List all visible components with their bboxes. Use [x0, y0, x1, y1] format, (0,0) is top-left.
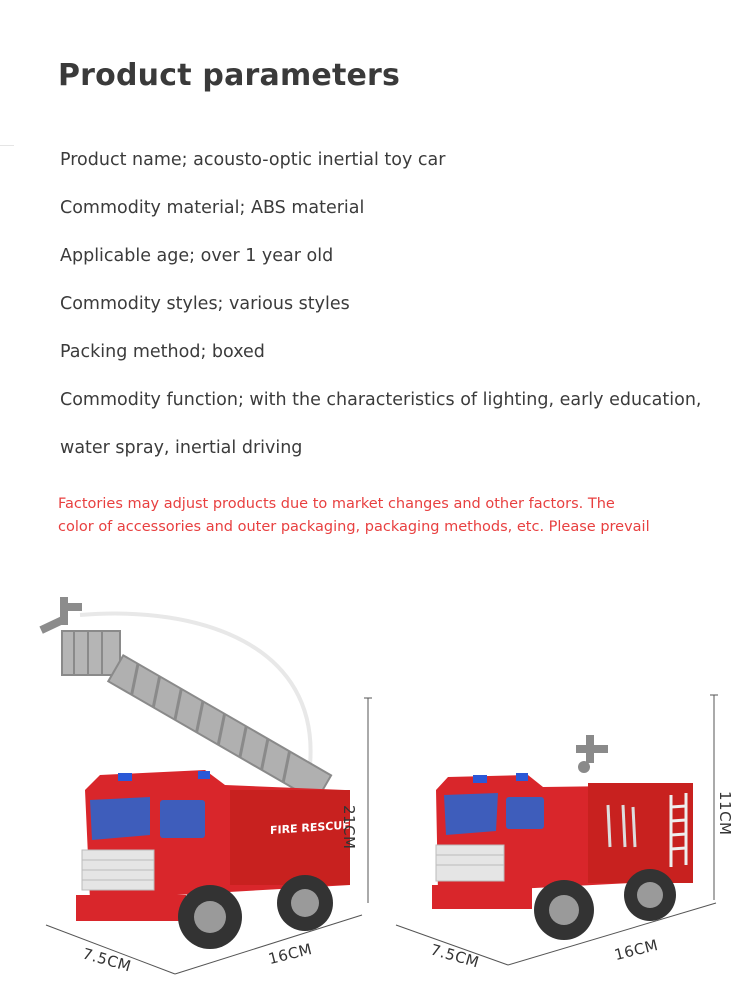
- param-styles: Commodity styles; various styles: [60, 294, 350, 314]
- truck1-length-label: 16CM: [266, 939, 315, 969]
- param-packing: Packing method; boxed: [60, 342, 265, 362]
- parameter-list: [60, 136, 701, 472]
- truck1-height-label: 21CM: [340, 805, 358, 850]
- truck2-length-label: 16CM: [612, 935, 661, 965]
- param-product-name: Product name; acousto-optic inertial toy car: [60, 150, 446, 170]
- ladder-fire-truck-image: [0, 585, 400, 996]
- notice-text: [58, 493, 698, 539]
- notice-line-2: color of accessories and outer packaging, packaging methods, etc. Please prevail: [58, 519, 650, 535]
- param-function: Commodity function; with the characteristics of lighting, early education,: [60, 390, 702, 410]
- notice-line-1: Factories may adjust products due to market changes and other factors. The: [58, 496, 615, 512]
- water-fire-truck-image: [388, 585, 750, 996]
- product-gallery: [0, 585, 750, 996]
- edge-divider: [0, 145, 14, 146]
- truck2-width-label: 7.5CM: [428, 940, 482, 972]
- param-function-cont: water spray, inertial driving: [60, 438, 303, 458]
- truck2-height-label: 11CM: [716, 791, 734, 836]
- param-age: Applicable age; over 1 year old: [60, 246, 334, 266]
- page-title: Product parameters: [58, 58, 401, 93]
- param-material: Commodity material; ABS material: [60, 198, 365, 218]
- truck1-width-label: 7.5CM: [80, 944, 134, 976]
- fire-rescue-decal: FIRE RESCUE: [270, 818, 350, 838]
